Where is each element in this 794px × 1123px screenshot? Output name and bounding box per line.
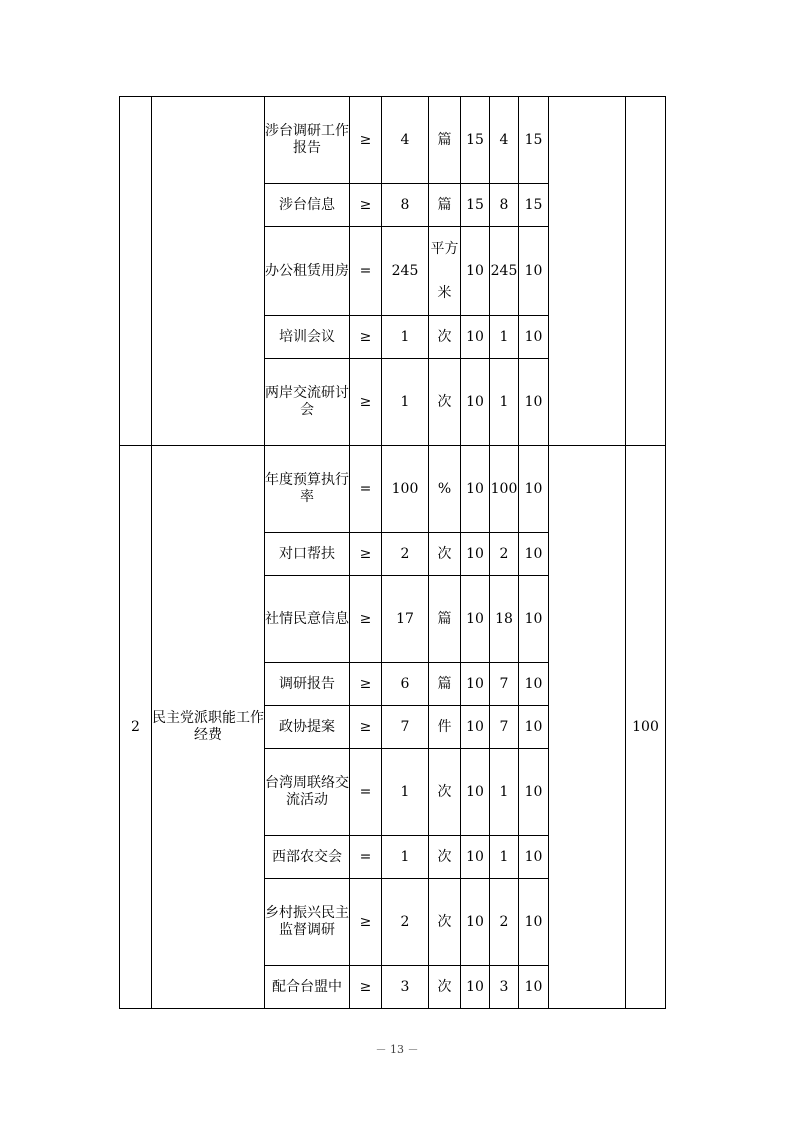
row-number-cell (120, 97, 152, 446)
total-score-cell (626, 97, 666, 446)
indicator-cell: 对口帮扶 (265, 533, 350, 576)
operator-cell: = (350, 227, 382, 316)
table-row (120, 446, 666, 533)
actual-value-cell: 3 (490, 966, 519, 1009)
score-cell: 10 (519, 966, 549, 1009)
target-value-cell: 17 (382, 576, 429, 663)
unit-cell: 篇 (429, 576, 461, 663)
operator-cell: = (350, 446, 382, 533)
score-cell: 10 (519, 359, 549, 446)
weight-cell: 10 (461, 836, 490, 879)
score-cell: 15 (519, 184, 549, 227)
score-cell: 10 (519, 879, 549, 966)
unit-cell: 次 (429, 879, 461, 966)
actual-value-cell: 4 (490, 97, 519, 184)
performance-indicator-table (119, 96, 666, 1009)
target-value-cell: 245 (382, 227, 429, 316)
indicator-cell: 培训会议 (265, 316, 350, 359)
indicator-cell: 办公租赁用房 (265, 227, 350, 316)
indicator-cell: 两岸交流研讨会 (265, 359, 350, 446)
target-value-cell: 1 (382, 359, 429, 446)
operator-cell: ≥ (350, 316, 382, 359)
score-cell: 15 (519, 97, 549, 184)
indicator-cell: 社情民意信息 (265, 576, 350, 663)
actual-value-cell: 1 (490, 749, 519, 836)
weight-cell: 10 (461, 446, 490, 533)
unit-cell: 篇 (429, 97, 461, 184)
score-cell: 10 (519, 663, 549, 706)
operator-cell: ≥ (350, 879, 382, 966)
target-value-cell: 7 (382, 706, 429, 749)
weight-cell: 10 (461, 227, 490, 316)
indicator-cell: 政协提案 (265, 706, 350, 749)
target-value-cell: 1 (382, 836, 429, 879)
target-value-cell: 3 (382, 966, 429, 1009)
operator-cell: = (350, 836, 382, 879)
operator-cell: ≥ (350, 184, 382, 227)
score-cell: 10 (519, 446, 549, 533)
remark-cell (549, 97, 626, 446)
indicator-cell: 西部农交会 (265, 836, 350, 879)
indicator-cell: 涉台调研工作报告 (265, 97, 350, 184)
actual-value-cell: 100 (490, 446, 519, 533)
unit-cell: 平方米 (429, 227, 461, 316)
project-name-cell (152, 97, 265, 446)
score-cell: 10 (519, 576, 549, 663)
actual-value-cell: 1 (490, 836, 519, 879)
unit-cell: 次 (429, 533, 461, 576)
weight-cell: 15 (461, 97, 490, 184)
weight-cell: 10 (461, 706, 490, 749)
operator-cell: ≥ (350, 97, 382, 184)
target-value-cell: 6 (382, 663, 429, 706)
target-value-cell: 2 (382, 879, 429, 966)
target-value-cell: 2 (382, 533, 429, 576)
unit-cell: 篇 (429, 663, 461, 706)
project-name-cell: 民主党派职能工作经费 (152, 446, 265, 1009)
operator-cell: ≥ (350, 359, 382, 446)
indicator-cell: 台湾周联络交流活动 (265, 749, 350, 836)
indicator-cell: 乡村振兴民主监督调研 (265, 879, 350, 966)
weight-cell: 10 (461, 533, 490, 576)
unit-cell: % (429, 446, 461, 533)
actual-value-cell: 2 (490, 533, 519, 576)
target-value-cell: 100 (382, 446, 429, 533)
score-cell: 10 (519, 836, 549, 879)
target-value-cell: 1 (382, 749, 429, 836)
target-value-cell: 4 (382, 97, 429, 184)
unit-cell: 次 (429, 749, 461, 836)
score-cell: 10 (519, 533, 549, 576)
weight-cell: 10 (461, 359, 490, 446)
operator-cell: ≥ (350, 663, 382, 706)
score-cell: 10 (519, 749, 549, 836)
unit-cell: 次 (429, 836, 461, 879)
actual-value-cell: 245 (490, 227, 519, 316)
target-value-cell: 1 (382, 316, 429, 359)
score-cell: 10 (519, 316, 549, 359)
unit-cell: 件 (429, 706, 461, 749)
target-value-cell: 8 (382, 184, 429, 227)
weight-cell: 10 (461, 966, 490, 1009)
operator-cell: ≥ (350, 966, 382, 1009)
weight-cell: 10 (461, 576, 490, 663)
operator-cell: ≥ (350, 576, 382, 663)
total-score-cell: 100 (626, 446, 666, 1009)
indicator-cell: 涉台信息 (265, 184, 350, 227)
weight-cell: 10 (461, 316, 490, 359)
operator-cell: ≥ (350, 533, 382, 576)
actual-value-cell: 8 (490, 184, 519, 227)
weight-cell: 10 (461, 879, 490, 966)
score-cell: 10 (519, 227, 549, 316)
actual-value-cell: 1 (490, 359, 519, 446)
indicator-cell: 调研报告 (265, 663, 350, 706)
unit-cell: 次 (429, 316, 461, 359)
operator-cell: ≥ (350, 706, 382, 749)
score-cell: 10 (519, 706, 549, 749)
weight-cell: 10 (461, 663, 490, 706)
operator-cell: = (350, 749, 382, 836)
row-number-cell: 2 (120, 446, 152, 1009)
unit-cell: 篇 (429, 184, 461, 227)
weight-cell: 10 (461, 749, 490, 836)
table-row (120, 97, 666, 184)
actual-value-cell: 18 (490, 576, 519, 663)
weight-cell: 15 (461, 184, 490, 227)
page-number: － 13 － (375, 1043, 419, 1056)
unit-cell: 次 (429, 359, 461, 446)
actual-value-cell: 7 (490, 706, 519, 749)
actual-value-cell: 1 (490, 316, 519, 359)
indicator-cell: 年度预算执行率 (265, 446, 350, 533)
unit-cell: 次 (429, 966, 461, 1009)
indicator-cell: 配合台盟中 (265, 966, 350, 1009)
actual-value-cell: 2 (490, 879, 519, 966)
actual-value-cell: 7 (490, 663, 519, 706)
remark-cell (549, 446, 626, 1009)
